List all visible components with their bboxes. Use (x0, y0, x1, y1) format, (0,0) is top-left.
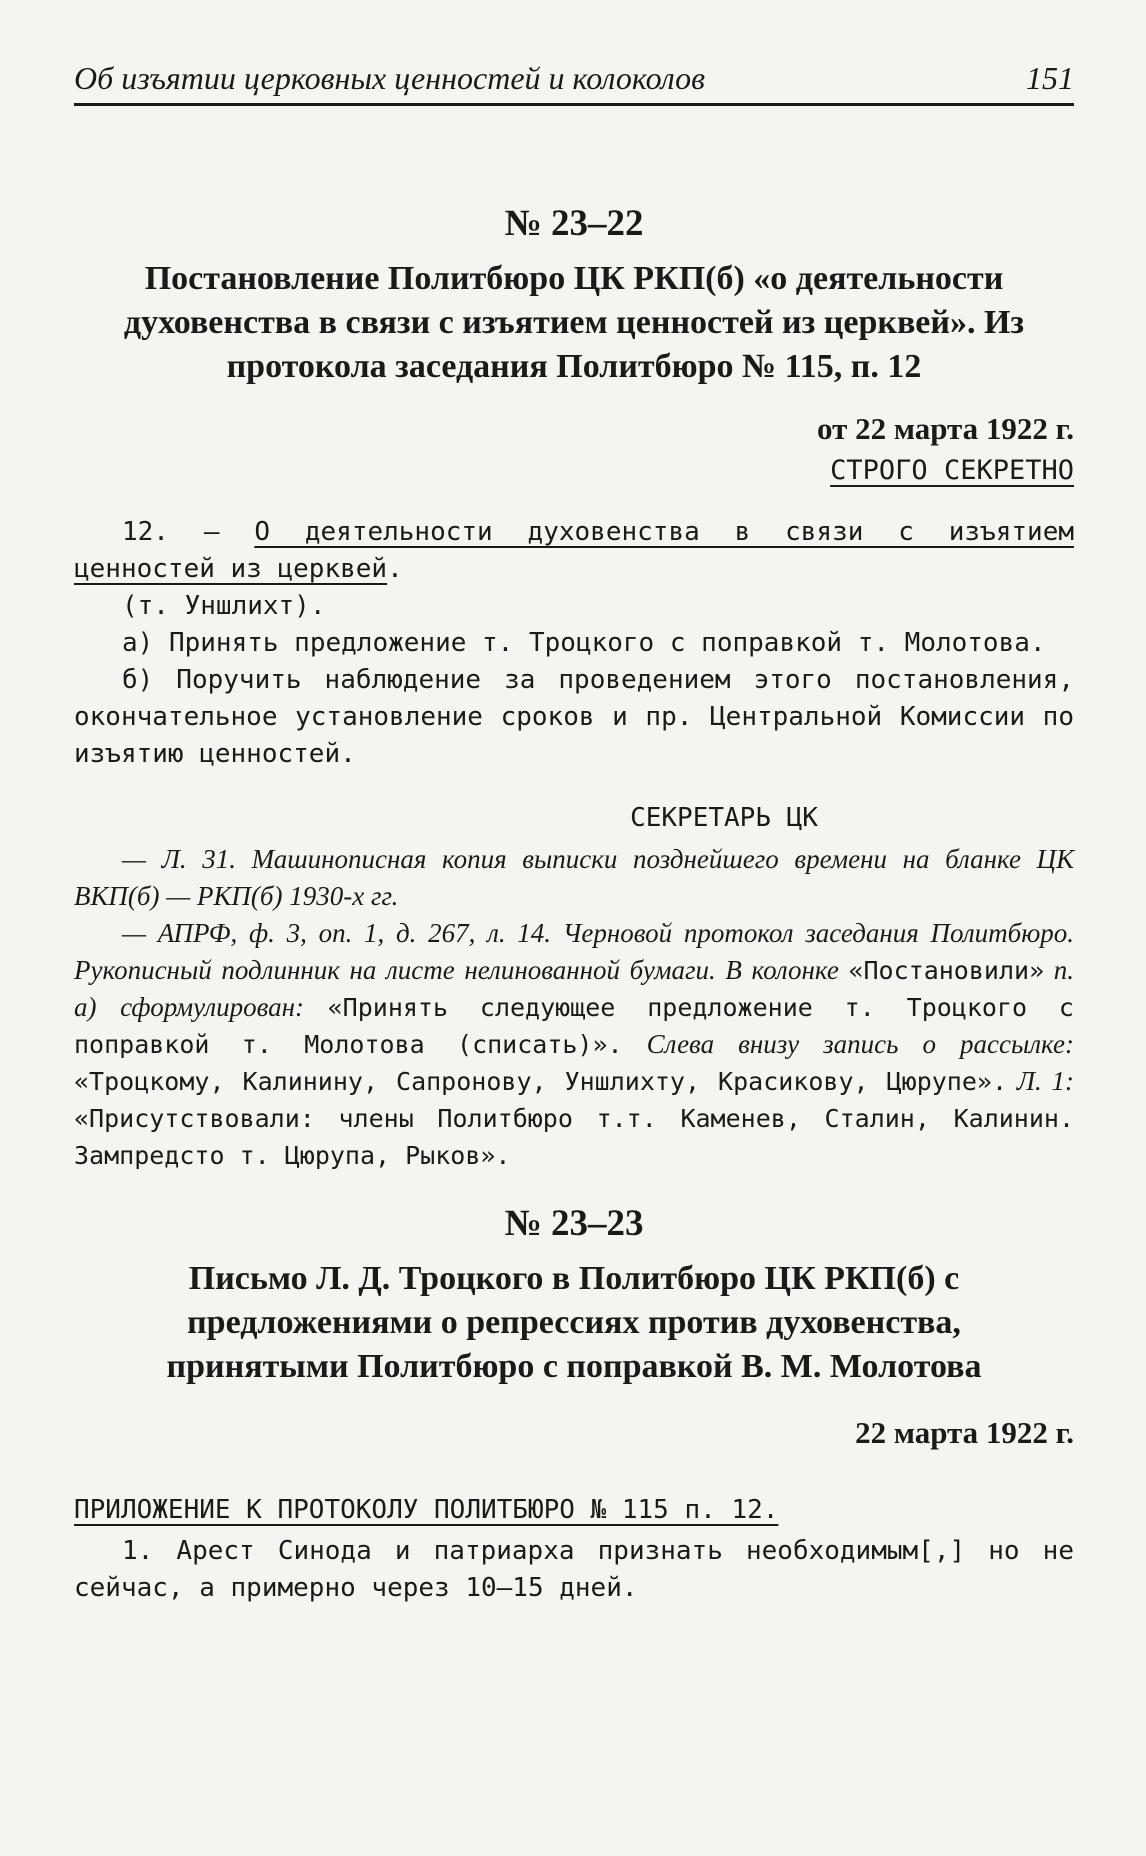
document-page (74, 60, 1074, 1607)
note-2-quote: «Троцкому, Калинину, Сапронову, Уншлихту, Красикову, Цюрупе». (74, 1067, 1008, 1096)
item-number: 12. — (122, 517, 255, 547)
note-2-quote: «Принять следующее предложение т. Троцкого с поправкой т. Молотова (списать)». (74, 993, 1074, 1059)
classification-stamp: СТРОГО СЕКРЕТНО (830, 455, 1074, 486)
document-date: от 22 марта 1922 г. (817, 411, 1074, 446)
item-subject: О деятельности духовенства в связи с изъятием ценностей из церквей (74, 517, 1074, 584)
note-1: — Л. 31. Машинописная копия выписки позднейшего времени на бланке ЦК ВКП(б) — РКП(б) 1930-х гг. (74, 844, 1074, 911)
document-date-2: 22 марта 1922 г. (855, 1415, 1074, 1450)
appendix-body (74, 1533, 1074, 1607)
document-title-2: Письмо Л. Д. Троцкого в Политбюро ЦК РКП(б) с предложениями о репрессиях против духовенства, принятыми Политбюро с поправкой В. М. Молотова (166, 1260, 982, 1385)
appendix-heading: ПРИЛОЖЕНИЕ К ПРОТОКОЛУ ПОЛИТБЮРО № 115 п. 12. (74, 1495, 779, 1525)
note-2 (74, 915, 1074, 1174)
document-number: № 23–22 (504, 203, 644, 244)
note-2-part: Л. 1: (1007, 1066, 1074, 1096)
point-a: а) Принять предложение т. Троцкого с поправкой т. Молотова. (122, 628, 1046, 658)
note-2-part: Слева внизу запись о рассылке: (622, 1029, 1074, 1059)
note-2-part: — АПРФ, ф. 3, оп. 1, д. 267, л. 14. Черновой протокол заседания Политбюро. Рукописный подлинник на листе нелинованной бумаги. В колонке (74, 918, 1074, 985)
document-title: Постановление Политбюро ЦК РКП(б) «о деятельности духовенства в связи с изъятием ценностей из церквей». Из протокола заседания Политбюро № 115, п. 12 (123, 260, 1025, 385)
point-b: б) Поручить наблюдение за проведением этого постановления, окончательное установление сроков и пр. Центральной Комиссии по изъятию ценностей. (74, 665, 1074, 769)
resolution-body (74, 514, 1074, 773)
note-2-quote: «Постановили» (848, 956, 1045, 985)
note-2-quote: «Присутствовали: члены Политбюро т.т. Каменев, Сталин, Калинин. Зампредсто т. Цюрупа, Рыков». (74, 1104, 1074, 1170)
item-heading (74, 514, 1074, 588)
page-number: 151 (1026, 60, 1074, 96)
reporter: (т. Уншлихт). (122, 591, 326, 621)
appendix-point-1: 1. Арест Синода и патриарха признать необходимым[,] но не сейчас, а примерно через 10–15 дней. (74, 1536, 1074, 1603)
archival-notes (74, 841, 1074, 1174)
secretary-signature: СЕКРЕТАРЬ ЦК (630, 803, 818, 833)
running-header (74, 60, 1074, 106)
item-end: . (387, 554, 403, 584)
header-title: Об изъятии церковных ценностей и колоколов (74, 60, 705, 96)
note-2-part: п. а) сформулирован: (74, 955, 1074, 1022)
document-number-2: № 23–23 (504, 1203, 644, 1244)
